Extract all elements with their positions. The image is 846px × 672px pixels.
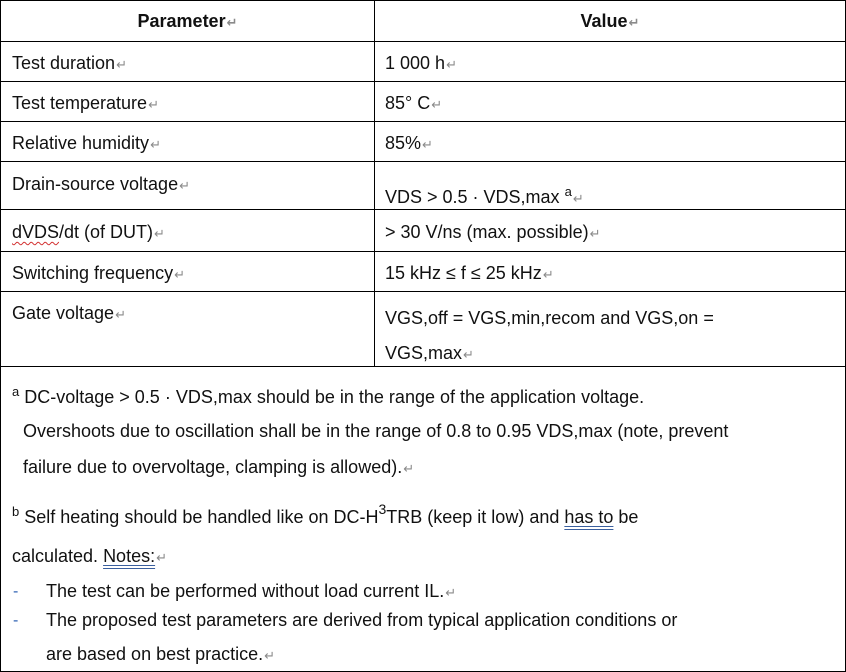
footnote-a-text2: Overshoots due to oscillation shall be in the range of 0.8 to 0.95 VDS,max (note, prevent [23, 421, 729, 441]
note-1-text: The test can be performed without load current IL. [46, 581, 445, 601]
param-text: /dt (of DUT) [59, 222, 154, 242]
footnote-b-line1 [12, 501, 638, 528]
value-cell [375, 122, 845, 161]
paragraph-mark-icon: ↵ [156, 550, 167, 565]
table-row [1, 82, 845, 122]
value-text: > 30 V/ns (max. possible) [385, 222, 589, 242]
param-cell [1, 162, 375, 209]
bullet-dash-icon: - [13, 583, 19, 600]
note-2-text1: The proposed test parameters are derived from typical application conditions or [46, 610, 678, 630]
table-row [1, 42, 845, 82]
value-text: 85° C [385, 93, 431, 113]
paragraph-mark-icon: ↵ [628, 15, 640, 30]
header-value-text: Value [580, 11, 628, 31]
footnote-a-line2 [23, 421, 728, 442]
footnote-b-text-post: be [613, 507, 639, 527]
value-text: 15 kHz ≤ f ≤ 25 kHz [385, 263, 542, 283]
paragraph-mark-icon: ↵ [115, 307, 126, 322]
paragraph-mark-icon: ↵ [446, 57, 457, 72]
value-text: VDS > 0.5 · VDS,max [385, 187, 560, 207]
param-text: Switching frequency [12, 263, 174, 283]
spellcheck-word: dVDS [12, 222, 60, 242]
paragraph-mark-icon: ↵ [445, 585, 457, 600]
footnote-b-text-pre: Self heating should be handled like on DC-H [24, 507, 379, 527]
param-text: Relative humidity [12, 133, 150, 153]
table-row [1, 162, 845, 210]
param-cell [1, 252, 375, 291]
notes-label: Notes: [103, 546, 156, 566]
footnote-a-line3 [23, 457, 414, 478]
value-text-line2: VGS,max [385, 343, 463, 363]
param-cell [1, 210, 375, 251]
header-parameter-text: Parameter [137, 11, 226, 31]
paragraph-mark-icon: ↵ [422, 137, 433, 152]
header-value [375, 1, 845, 41]
note-2-text2: are based on best practice. [46, 644, 264, 664]
param-text: Test temperature [12, 93, 148, 113]
value-text-line1: VGS,off = VGS,min,recom and VGS,on = [385, 308, 714, 328]
param-text: Test duration [12, 53, 116, 73]
footnotes-section [1, 367, 845, 671]
footnote-a-text3: failure due to overvoltage, clamping is allowed). [23, 457, 403, 477]
param-cell [1, 122, 375, 161]
param-cell [1, 42, 375, 81]
footnote-marker-b: b [12, 504, 20, 519]
value-cell [375, 252, 845, 291]
header-parameter [1, 1, 375, 41]
table-row [1, 292, 845, 367]
value-cell [375, 162, 845, 209]
table-row [1, 210, 845, 252]
param-cell [1, 82, 375, 121]
bullet-dash-icon: - [13, 612, 19, 629]
value-text: 1 000 h [385, 53, 446, 73]
paragraph-mark-icon: ↵ [589, 226, 601, 241]
paragraph-mark-icon: ↵ [264, 648, 276, 663]
paragraph-mark-icon: ↵ [179, 178, 190, 193]
paragraph-mark-icon: ↵ [542, 267, 554, 282]
note-item-continuation [46, 644, 275, 665]
footnote-ref-a: a [564, 184, 572, 199]
footnote-b-text-mid: TRB (keep it low) and [386, 507, 565, 527]
note-item [46, 610, 677, 631]
footnote-a-line1 [12, 384, 644, 408]
value-cell [375, 292, 845, 366]
value-cell [375, 82, 845, 121]
paragraph-mark-icon: ↵ [154, 226, 165, 241]
paragraph-mark-icon: ↵ [431, 97, 443, 112]
param-cell [1, 292, 375, 366]
paragraph-mark-icon: ↵ [403, 461, 415, 476]
param-text: Gate voltage [12, 303, 115, 323]
paragraph-mark-icon: ↵ [174, 267, 185, 282]
paragraph-mark-icon: ↵ [572, 191, 584, 206]
paragraph-mark-icon: ↵ [463, 347, 474, 362]
note-item [46, 581, 456, 602]
table-row [1, 122, 845, 162]
footnote-marker-a: a [12, 384, 20, 399]
footnote-a-text1: DC-voltage > 0.5 · VDS,max should be in the range of the application voltage. [24, 387, 645, 407]
paragraph-mark-icon: ↵ [226, 15, 238, 30]
grammar-check-phrase: has to [564, 507, 614, 527]
value-text: 85% [385, 133, 422, 153]
paragraph-mark-icon: ↵ [148, 97, 159, 112]
footnote-b-text2: calculated. [12, 546, 104, 566]
value-cell [375, 210, 845, 251]
paragraph-mark-icon: ↵ [150, 137, 161, 152]
table-row [1, 252, 845, 292]
footnote-b-line2 [12, 546, 167, 567]
param-text: Drain-source voltage [12, 174, 179, 194]
footnote-b-superscript: 3 [378, 501, 387, 517]
table-header-row [1, 1, 845, 42]
paragraph-mark-icon: ↵ [116, 57, 127, 72]
value-cell [375, 42, 845, 81]
